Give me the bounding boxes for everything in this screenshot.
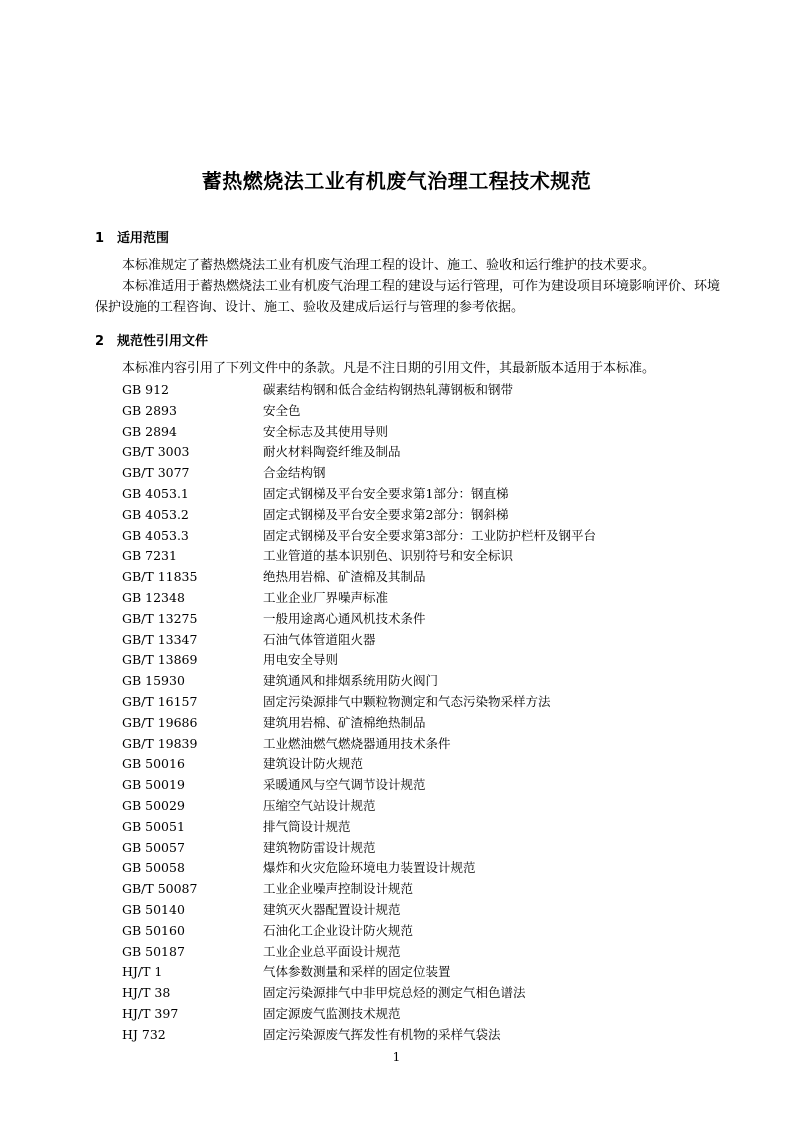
reference-code: GB/T 19686 <box>122 714 198 730</box>
reference-item <box>122 734 722 755</box>
reference-code: GB/T 3077 <box>122 465 190 481</box>
reference-code: GB 2894 <box>122 423 177 439</box>
reference-title: 建筑物防雷设计规范 <box>263 839 376 855</box>
reference-item <box>122 484 722 505</box>
reference-item <box>122 422 722 443</box>
paragraph: 本标准规定了蓄热燃烧法工业有机废气治理工程的设计、施工、验收和运行维护的技术要求。 <box>122 258 656 273</box>
reference-code: GB 4053.3 <box>122 527 189 543</box>
section-title: 适用范围 <box>117 231 170 246</box>
reference-item <box>122 630 722 651</box>
section-2-heading <box>95 330 208 349</box>
reference-title: 固定式钢梯及平台安全要求第2部分：钢斜梯 <box>263 506 509 522</box>
reference-item <box>122 442 722 463</box>
reference-item <box>122 609 722 630</box>
reference-code: GB/T 13347 <box>122 631 198 647</box>
reference-title: 石油化工企业设计防火规范 <box>263 922 414 938</box>
reference-title: 工业企业总平面设计规范 <box>263 943 401 959</box>
reference-code: GB 4053.1 <box>122 485 189 501</box>
reference-code: HJ/T 397 <box>122 1005 179 1021</box>
reference-code: GB 2893 <box>122 402 177 418</box>
reference-item <box>122 546 722 567</box>
reference-item <box>122 1025 722 1046</box>
reference-item <box>122 401 722 422</box>
reference-title: 一般用途离心通风机技术条件 <box>263 610 426 626</box>
reference-title: 采暖通风与空气调节设计规范 <box>263 777 426 793</box>
reference-title: 工业管道的基本识别色、识别符号和安全标识 <box>263 548 514 564</box>
reference-code: GB 7231 <box>122 548 177 564</box>
reference-item <box>122 838 722 859</box>
reference-code: GB 4053.2 <box>122 506 189 522</box>
reference-item <box>122 671 722 692</box>
paragraph: 本标准内容引用了下列文件中的条款。凡是不注日期的引用文件，其最新版本适用于本标准。 <box>122 361 656 376</box>
document-title: 蓄热燃烧法工业有机废气治理工程技术规范 <box>201 169 592 193</box>
section-title: 规范性引用文件 <box>117 334 209 349</box>
reference-item <box>122 588 722 609</box>
reference-title: 工业企业厂界噪声标准 <box>263 589 389 605</box>
reference-item <box>122 1004 722 1025</box>
reference-code: GB 12348 <box>122 589 185 605</box>
reference-code: GB 50029 <box>122 797 185 813</box>
reference-code: GB 912 <box>122 382 170 397</box>
reference-code: GB 50051 <box>122 818 185 834</box>
reference-item <box>122 983 722 1004</box>
reference-title: 工业企业噪声控制设计规范 <box>263 881 414 897</box>
reference-title: 建筑通风和排烟系统用防火阀门 <box>263 673 439 689</box>
reference-code: GB/T 3003 <box>122 444 190 460</box>
reference-title: 用电安全导则 <box>263 652 339 668</box>
reference-code: GB/T 50087 <box>122 881 198 897</box>
reference-title: 建筑灭火器配置设计规范 <box>263 901 401 917</box>
reference-item <box>122 463 722 484</box>
reference-code: HJ/T 1 <box>122 964 163 980</box>
reference-item <box>122 962 722 983</box>
reference-code: GB 50187 <box>122 943 185 959</box>
reference-code: HJ 732 <box>122 1026 166 1042</box>
reference-code: HJ/T 38 <box>122 985 171 1001</box>
reference-item <box>122 942 722 963</box>
reference-title: 绝热用岩棉、矿渣棉及其制品 <box>263 569 426 585</box>
reference-code: GB 50019 <box>122 777 185 793</box>
reference-title: 固定污染源废气挥发性有机物的采样气袋法 <box>263 1026 501 1042</box>
reference-item <box>122 879 722 900</box>
reference-code: GB 50016 <box>122 756 185 772</box>
reference-title: 固定式钢梯及平台安全要求第1部分：钢直梯 <box>263 485 509 501</box>
reference-code: GB 50140 <box>122 901 185 917</box>
reference-item <box>122 692 722 713</box>
paragraph: 本标准适用于蓄热燃烧法工业有机废气治理工程的建设与运行管理，可作为建设项目环境影响评价、环境保护设施的工程咨询、设计、施工、验收及建成后运行与管理的参考依据。 <box>95 279 721 315</box>
reference-item <box>122 713 722 734</box>
reference-title: 石油气体管道阻火器 <box>263 631 376 647</box>
page-number: 1 <box>392 1050 401 1064</box>
reference-title: 建筑设计防火规范 <box>263 756 364 772</box>
reference-title: 固定污染源排气中非甲烷总烃的测定气相色谱法 <box>263 985 526 1001</box>
reference-item <box>122 796 722 817</box>
reference-item <box>122 650 722 671</box>
reference-item <box>122 567 722 588</box>
reference-item <box>122 505 722 526</box>
reference-title: 工业燃油燃气燃烧器通用技术条件 <box>263 735 451 751</box>
reference-title: 压缩空气站设计规范 <box>263 797 376 813</box>
reference-title: 安全色 <box>263 402 301 418</box>
reference-title: 固定式钢梯及平台安全要求第3部分：工业防护栏杆及钢平台 <box>263 527 596 543</box>
reference-item <box>122 817 722 838</box>
reference-code: GB/T 19839 <box>122 735 198 751</box>
reference-code: GB/T 16157 <box>122 693 198 709</box>
reference-title: 碳素结构钢和低合金结构钢热轧薄钢板和钢带 <box>263 382 514 397</box>
reference-code: GB/T 13869 <box>122 652 198 668</box>
reference-title: 固定源废气监测技术规范 <box>263 1005 401 1021</box>
section-1-heading <box>95 227 169 246</box>
section-number: 1 <box>95 231 105 246</box>
reference-code: GB 50058 <box>122 860 185 876</box>
reference-item <box>122 526 722 547</box>
reference-title: 安全标志及其使用导则 <box>263 423 389 439</box>
reference-item <box>122 858 722 879</box>
reference-code: GB/T 11835 <box>122 569 198 585</box>
section-number: 2 <box>95 334 105 349</box>
reference-item <box>122 754 722 775</box>
reference-code: GB 15930 <box>122 673 185 689</box>
reference-item <box>122 775 722 796</box>
reference-title: 固定污染源排气中颗粒物测定和气态污染物采样方法 <box>263 693 551 709</box>
reference-list <box>122 380 722 1046</box>
reference-title: 排气筒设计规范 <box>263 818 351 834</box>
reference-item <box>122 921 722 942</box>
reference-code: GB 50160 <box>122 922 185 938</box>
reference-code: GB 50057 <box>122 839 185 855</box>
reference-item <box>122 380 722 401</box>
reference-title: 合金结构钢 <box>263 465 326 481</box>
reference-item <box>122 900 722 921</box>
reference-title: 耐火材料陶瓷纤维及制品 <box>263 444 401 460</box>
reference-title: 爆炸和火灾危险环境电力装置设计规范 <box>263 860 476 876</box>
reference-title: 气体参数测量和采样的固定位装置 <box>263 964 451 980</box>
reference-title: 建筑用岩棉、矿渣棉绝热制品 <box>263 714 426 730</box>
reference-code: GB/T 13275 <box>122 610 198 626</box>
